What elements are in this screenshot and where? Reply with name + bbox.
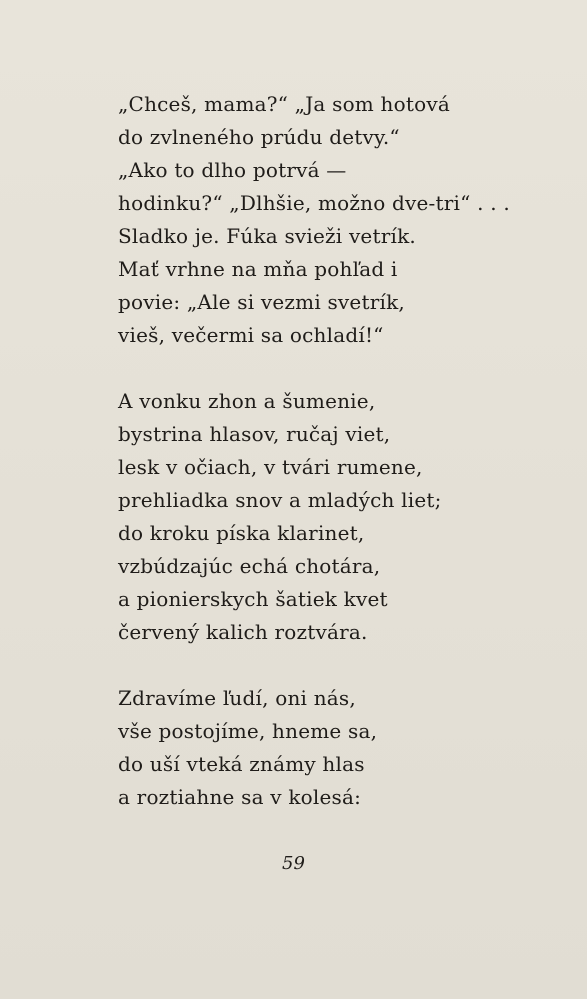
poem-line: vše postojíme, hneme sa, bbox=[118, 719, 378, 743]
poem-line: Sladko je. Fúka svieži vetrík. bbox=[118, 224, 416, 248]
poem-line: a roztiahne sa v kolesá: bbox=[118, 785, 362, 809]
poem-text bbox=[118, 88, 558, 814]
poem-line: a pionierskych šatiek kvet bbox=[118, 587, 388, 611]
poem-line: prehliadka snov a mladých liet; bbox=[118, 488, 442, 512]
poem-line: vzbúdzajúc echá chotára, bbox=[118, 554, 381, 578]
poem-line: do zvlneného prúdu detvy.“ bbox=[118, 125, 400, 149]
poem-line: do uší vteká známy hlas bbox=[118, 752, 365, 776]
poem-line: vieš, večermi sa ochladí!“ bbox=[118, 323, 384, 347]
stanza-3 bbox=[118, 682, 558, 814]
poem-line: lesk v očiach, v tvári rumene, bbox=[118, 455, 423, 479]
page-number: 59 bbox=[282, 853, 305, 874]
poem-line: hodinku?“ „Dlhšie, možno dve-tri“ . . . bbox=[118, 191, 510, 215]
poem-line: červený kalich roztvára. bbox=[118, 620, 368, 644]
poem-line: Mať vrhne na mňa pohľad i bbox=[118, 257, 398, 281]
poem-line: „Chceš, mama?“ „Ja som hotová bbox=[118, 92, 450, 116]
poem-line: do kroku píska klarinet, bbox=[118, 521, 365, 545]
stanza-1 bbox=[118, 88, 558, 352]
poem-line: A vonku zhon a šumenie, bbox=[118, 389, 376, 413]
poem-line: povie: „Ale si vezmi svetrík, bbox=[118, 290, 405, 314]
poem-line: bystrina hlasov, ručaj viet, bbox=[118, 422, 391, 446]
poem-line: Zdravíme ľudí, oni nás, bbox=[118, 686, 356, 710]
poem-line: „Ako to dlho potrvá — bbox=[118, 158, 347, 182]
stanza-2 bbox=[118, 385, 558, 649]
